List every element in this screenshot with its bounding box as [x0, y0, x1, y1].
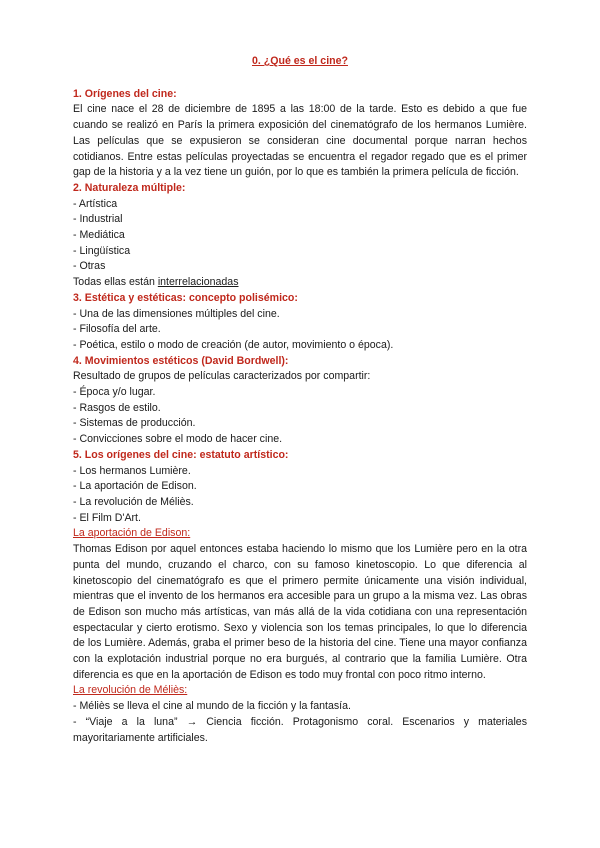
section-2-heading: 2. Naturaleza múltiple:: [73, 181, 186, 194]
list-item: - Lingüística: [73, 244, 131, 257]
list-item: - Una de las dimensiones múltiples del cine.: [73, 307, 280, 320]
note-prefix: Todas ellas están: [73, 276, 158, 289]
list-item: - Poética, estilo o modo de creación (de autor, movimiento o época).: [73, 338, 394, 351]
page-title: 0. ¿Qué es el cine?: [252, 55, 348, 67]
list-item: - Artística: [73, 197, 118, 210]
section-1-paragraph: El cine nace el 28 de diciembre de 1895 a las 18:00 de la tarde. Esto es debido a que fue cuando se realizó en París la primera exposición del cinematógrafo de los hermanos Lumière. Las películas que se expusieron se consideran cine documental porque narran hechos cotidianos. Entre estas películas proyectadas se encuentra el regador regado que es el primer gap de la historia y a la vez tiene un guión, por lo que es también la primera película de ficción.: [73, 103, 527, 179]
list-item: - Filosofía del arte.: [73, 323, 161, 336]
melies-line-1: - Méliès se lleva el cine al mundo de la ficción y la fantasía.: [73, 700, 351, 713]
list-item: - Sistemas de producción.: [73, 417, 196, 430]
list-item: - Otras: [73, 260, 106, 273]
list-item: - Los hermanos Lumière.: [73, 464, 191, 477]
list-item: - El Film D'Art.: [73, 511, 141, 524]
edison-paragraph: Thomas Edison por aquel entonces estaba haciendo lo mismo que los Lumière pero en la otra punta del mundo, cruzando el charco, con su famoso kinetoscopio. Lo que diferencia al kinetoscopio del cinematógrafo es que el primero permite únicamente una visión individual, mientras que el invento de los hermanos era accesible para un grupo a la misma vez. Las obras de Edison son mucho más artísticas, van más allá de la vida cotidiana con una representación espectacular y cierto erotismo. Sexo y violencia son los temas principales, lo que lo diferencia de los Lumière. Además, graba el primer beso de la historia del cine. Tiene una mayor confianza con la explotación industrial porque no era burgués, al contrario que la familia Lumière. Otra diferencia es que en la aportación de Edison es todo muy frontal con poco ritmo interno.: [73, 543, 527, 681]
section-4-intro: Resultado de grupos de películas caracterizados por compartir:: [73, 370, 371, 383]
note-underlined-word: interrelacionadas: [157, 276, 239, 289]
section-4-heading: 4. Movimientos estéticos (David Bordwell):: [73, 354, 289, 367]
list-item: - Convicciones sobre el modo de hacer cine.: [73, 433, 283, 446]
list-item: - Rasgos de estilo.: [73, 401, 161, 414]
edison-heading: La aportación de Edison:: [73, 527, 191, 540]
list-item: - Industrial: [73, 213, 123, 226]
melies-heading: La revolución de Méliès:: [73, 684, 188, 697]
section-3-heading: 3. Estética y estéticas: concepto polisémico:: [73, 291, 298, 304]
section-1-heading: 1. Orígenes del cine:: [73, 87, 177, 100]
list-item: - Mediática: [73, 229, 125, 242]
list-item: - La aportación de Edison.: [73, 480, 197, 493]
document-content: [73, 54, 527, 746]
section-5-heading: 5. Los orígenes del cine: estatuto artístico:: [73, 448, 289, 461]
list-item: - Época y/o lugar.: [73, 386, 156, 399]
list-item: - La revolución de Méliès.: [73, 495, 194, 508]
melies-line-2: - “Viaje a la luna” → Ciencia ficción. Protagonismo coral. Escenarios y materiales mayoritariamente artificiales.: [73, 715, 527, 744]
section-2-note: [73, 275, 527, 291]
